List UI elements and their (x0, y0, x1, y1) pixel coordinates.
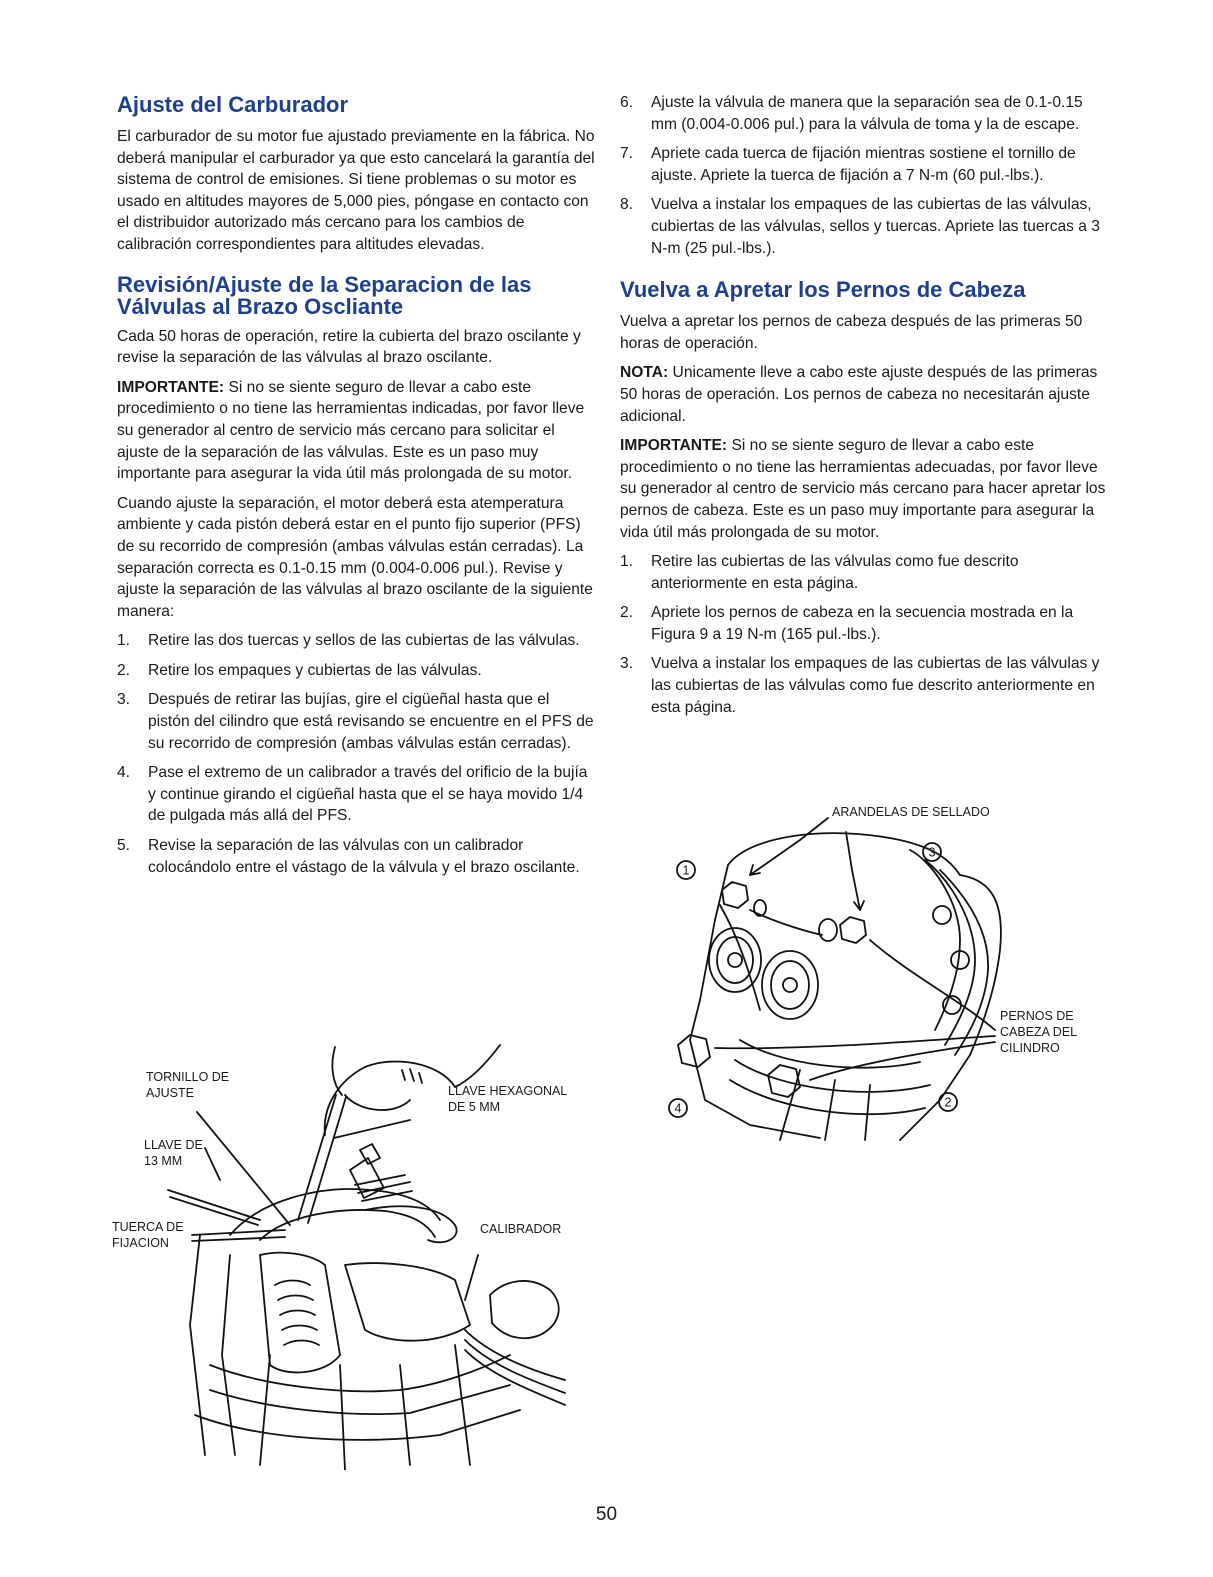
step-text: Vuelva a instalar los empaques de las cubiertas de las válvulas y las cubiertas de las válvulas como fue descrito anteriormente en esta página. (651, 655, 1100, 716)
label-pernos-line3: CILINDRO (1000, 1041, 1060, 1055)
nota-label: NOTA: (620, 364, 669, 382)
label-pernos-line2: CABEZA DEL (1000, 1025, 1078, 1039)
sequence-number-2: 2 (944, 1095, 952, 1110)
step-number: 1. (117, 632, 131, 650)
sequence-number-1: 1 (682, 863, 690, 878)
section-title-valvulas-line2: Válvulas al Brazo Oscliante (117, 293, 404, 319)
step-number: 6. (620, 94, 634, 111)
step-number: 2. (620, 604, 634, 622)
list-item (620, 653, 1108, 718)
step-text: Pase el extremo de un calibrador a través del orificio de la bujía y continue girando el cigüeñal hasta que el se haya movido 1/4 de pulgada más allá del PFS. (148, 764, 588, 825)
step-text: Después de retirar las bujías, gire el cigüeñal hasta que el pistón del cilindro que está revisando se encuentre en el PFS de su recorrido de compresión (ambas válvulas están cerradas). (148, 691, 594, 752)
pernos-steps-list (620, 551, 1108, 718)
label-tornillo-line1: TORNILLO DE (146, 1070, 230, 1084)
pernos-nota-paragraph (620, 362, 1108, 427)
important-label: IMPORTANTE: (620, 437, 728, 455)
label-llave-hex-line2: DE 5 MM (448, 1100, 501, 1114)
list-item (117, 835, 595, 878)
left-column (117, 92, 595, 886)
cylinder-head-figure (660, 800, 1100, 1145)
valvulas-steps-list (117, 630, 595, 878)
section-title-pernos: Vuelva a Apretar los Pernos de Cabeza (620, 277, 1026, 303)
important-text: Si no se siente seguro de llevar a cabo este procedimiento o no tiene las herramientas adecuadas, por favor lleve su generador al centro de servicio más cercano para hacer apretar los pernos de cabeza. Este es un paso muy importante para asegurar la vida útil más prolongada de su motor. (620, 437, 1106, 541)
nota-text: Unicamente lleve a cabo este ajuste después de las primeras 50 horas de operación. Los pernos de cabeza no necesitarán ajuste adicional. (620, 364, 1098, 425)
important-label: IMPORTANTE: (117, 378, 225, 396)
valve-adjustment-illustration (110, 1025, 590, 1470)
step-number: 3. (117, 691, 131, 709)
step-text: Revise la separación de las válvulas con un calibrador colocándolo entre el vástago de la válvula y el brazo oscilante. (148, 837, 580, 876)
pernos-important-paragraph (620, 435, 1108, 543)
step-number: 8. (620, 196, 634, 214)
step-number: 5. (117, 837, 131, 855)
page-number: 50 (595, 1504, 618, 1525)
important-text: Si no se siente seguro de llevar a cabo este procedimiento o no tiene las herramientas indicadas, por favor lleve su generador al centro de servicio más cercano para solicitar el ajuste de la separación de las válvulas. Este es un paso muy importante para asegurar la vida útil más prolongada de su motor. (117, 378, 585, 483)
step-text: Retire las cubiertas de las válvulas como fue descrito anteriormente en esta página. (651, 553, 1019, 592)
step-text: Apriete cada tuerca de fijación mientras sostiene el tornillo de ajuste. Apriete la tuerca de fijación a 7 N-m (60 pul.-lbs.). (651, 145, 1076, 184)
step-text: Vuelva a instalar los empaques de las cubiertas de las válvulas, cubiertas de las válvulas, sellos y tuercas. Apriete las tuercas a 3 N-m (25 pul.-lbs.). (651, 196, 1100, 257)
list-item (117, 630, 595, 652)
cylinder-head-illustration (660, 800, 1100, 1145)
list-item (117, 762, 595, 827)
valvulas-separation-paragraph: Cuando ajuste la separación, el motor deberá esta atemperatura ambiente y cada pistón deberá estar en el punto fijo superior (PFS) de su recorrido de compresión (ambas válvulas están cerradas). La separación correcta es 0.1-0.15 mm (0.004-0.006 pul.). Revise y ajuste la separación de las válvulas al brazo oscilante de la siguiente manera: (117, 494, 593, 620)
step-text: Retire los empaques y cubiertas de las válvulas. (148, 661, 482, 679)
step-number: 7. (620, 145, 634, 163)
section-title-valvulas (117, 271, 595, 319)
label-llave13-line2: 13 MM (144, 1154, 183, 1168)
label-llave-hex-line1: LLAVE HEXAGONAL (448, 1084, 568, 1098)
section-title-valvulas-line1: Revisión/Ajuste de la Separacion de las (117, 271, 532, 297)
sequence-number-4: 4 (674, 1101, 682, 1116)
list-item (620, 143, 1108, 186)
label-pernos-line1: PERNOS DE (1000, 1009, 1074, 1023)
step-number: 4. (117, 764, 131, 782)
label-llave13-line1: LLAVE DE (144, 1138, 203, 1152)
label-tornillo-line2: AJUSTE (146, 1086, 194, 1100)
list-item (620, 551, 1108, 594)
step-number: 1. (620, 553, 634, 571)
valve-adjustment-figure (110, 1025, 590, 1470)
pernos-intro-paragraph: Vuelva a apretar los pernos de cabeza después de las primeras 50 horas de operación. (620, 313, 1083, 352)
right-column (620, 92, 1108, 726)
step-number: 3. (620, 655, 634, 673)
step-number: 2. (117, 661, 131, 679)
list-item (117, 660, 595, 682)
step-text: Ajuste la válvula de manera que la separación sea de 0.1-0.15 mm (0.004-0.006 pul.) para la válvula de toma y la de escape. (651, 94, 1083, 133)
label-tuerca-line1: TUERCA DE (112, 1220, 184, 1234)
section-title-carburador: Ajuste del Carburador (117, 92, 349, 117)
label-arandelas: ARANDELAS DE SELLADO (832, 805, 990, 819)
label-tuerca-line2: FIJACION (112, 1236, 169, 1250)
valvulas-steps-continued-list (620, 92, 1108, 259)
step-text: Apriete los pernos de cabeza en la secuencia mostrada en la Figura 9 a 19 N-m (165 pul.-lbs.). (651, 604, 1074, 643)
list-item (620, 602, 1108, 645)
list-item (117, 689, 595, 754)
valvulas-important-paragraph (117, 377, 595, 485)
sequence-number-3: 3 (928, 845, 936, 860)
valvulas-intro-paragraph: Cada 50 horas de operación, retire la cubierta del brazo oscilante y revise la separación de las válvulas al brazo oscilante. (117, 327, 581, 367)
list-item (620, 92, 1108, 135)
step-text: Retire las dos tuercas y sellos de las cubiertas de las válvulas. (148, 632, 580, 650)
label-calibrador: CALIBRADOR (480, 1222, 562, 1236)
carburador-paragraph: El carburador de su motor fue ajustado previamente en la fábrica. No deberá manipular el carburador ya que esto cancelará la garantía del sistema de control de emisiones. Si tiene problemas o su motor es usado en altitudes mayores de 5,000 pies, póngase en contacto con el distribuidor autorizado más cercano para los cambios de calibración correspondientes para altitudes elevadas. (117, 128, 595, 253)
list-item (620, 194, 1108, 259)
